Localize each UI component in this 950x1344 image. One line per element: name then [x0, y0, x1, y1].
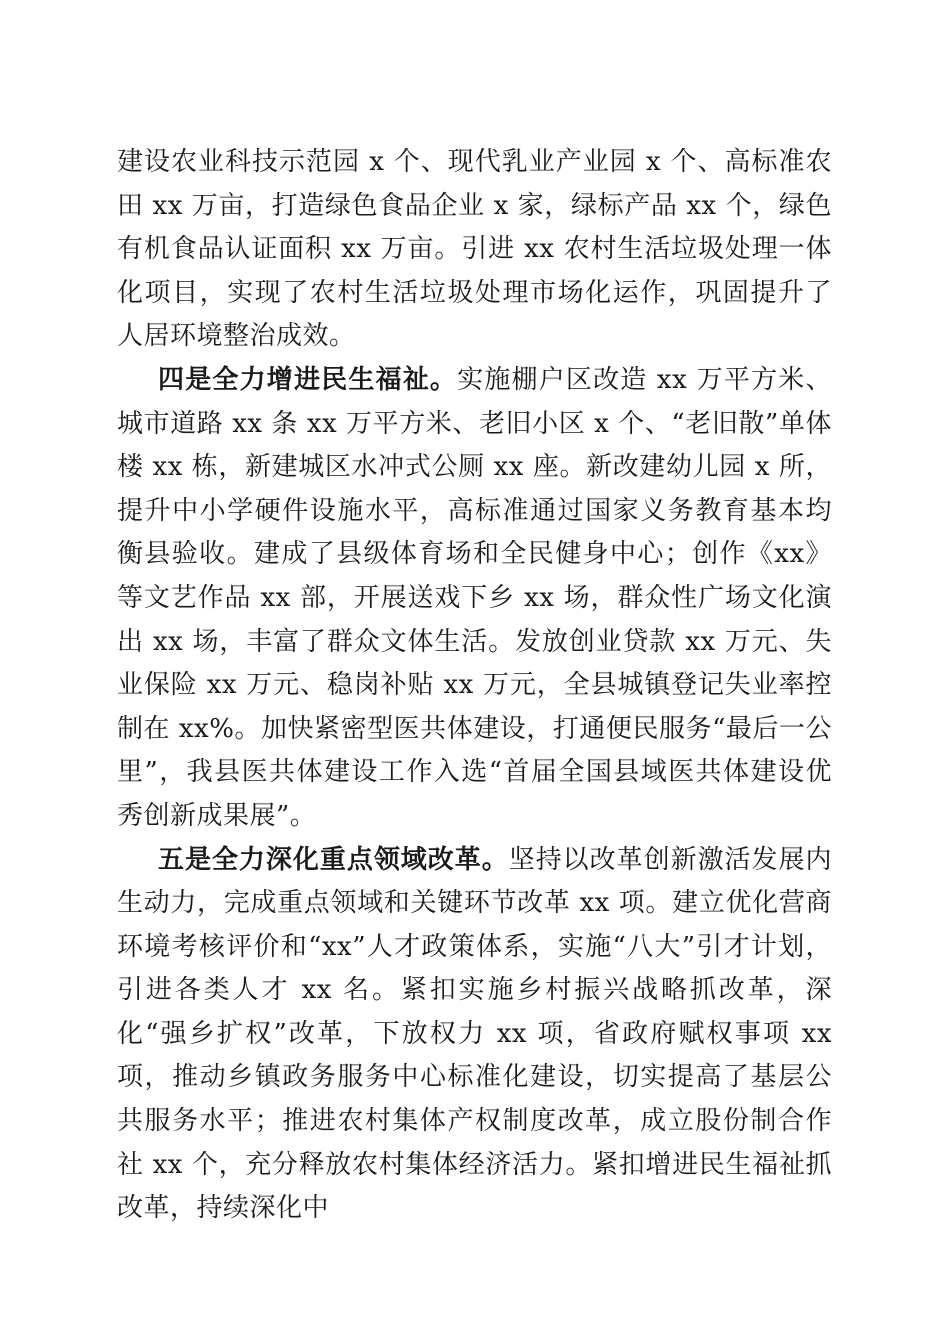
paragraph-text: 实施棚户区改造 xx 万平方米、城市道路 xx 条 xx 万平方米、老旧小区 x 个、“老旧散”单体楼 xx 栋，新建城区水冲式公厕 xx 座。新改建幼儿园 x 所，提升中小学硬件设施水平，高标准通过国家义务教育基本均衡县验收。建成了县级体育场和全民健身中心；创作《xx》等文艺作品 xx 部，开展送戏下乡 xx 场，群众性广场文化演出 xx 场，丰富了群众文体生活。发放创业贷款 xx 万元、失业保险 xx 万元、稳岗补贴 xx 万元，全县城镇登记失业率控制在 xx%。加快紧密型医共体建设，打通便民服务“最后一公里”，我县医共体建设工作入选“首届全国县域医共体建设优秀创新成果展”。 [117, 364, 832, 831]
paragraph-livelihood [117, 359, 832, 839]
paragraph-text: 建设农业科技示范园 x 个、现代乳业产业园 x 个、高标准农田 xx 万亩，打造绿色食品企业 x 家，绿标产品 xx 个，绿色有机食品认证面积 xx 万亩。引进 xx 农村生活垃圾处理一体化项目，实现了农村生活垃圾处理市场化运作，巩固提升了人居环境整治成效。 [117, 147, 832, 352]
document-body [117, 141, 832, 1231]
paragraph-text: 坚持以改革创新激活发展内生动力，完成重点领域和关键环节改革 xx 项。建立优化营商环境考核评价和“xx”人才政策体系，实施“八大”引才计划，引进各类人才 xx 名。紧扣实施乡村振兴战略抓改革，深化“强乡扩权”改革，下放权力 xx 项，省政府赋权事项 xx 项，推动乡镇政务服务中心标准化建设，切实提高了基层公共服务水平；推进农村集体产权制度改革，成立股份制合作社 xx 个，充分释放农村集体经济活力。紧扣增进民生福祉抓改革，持续深化中 [117, 844, 832, 1224]
paragraph-heading: 五是全力深化重点领域改革。 [158, 844, 509, 875]
paragraph-continuation [117, 141, 832, 359]
paragraph-reform [117, 839, 832, 1231]
paragraph-heading: 四是全力增进民生福祉。 [158, 364, 458, 395]
